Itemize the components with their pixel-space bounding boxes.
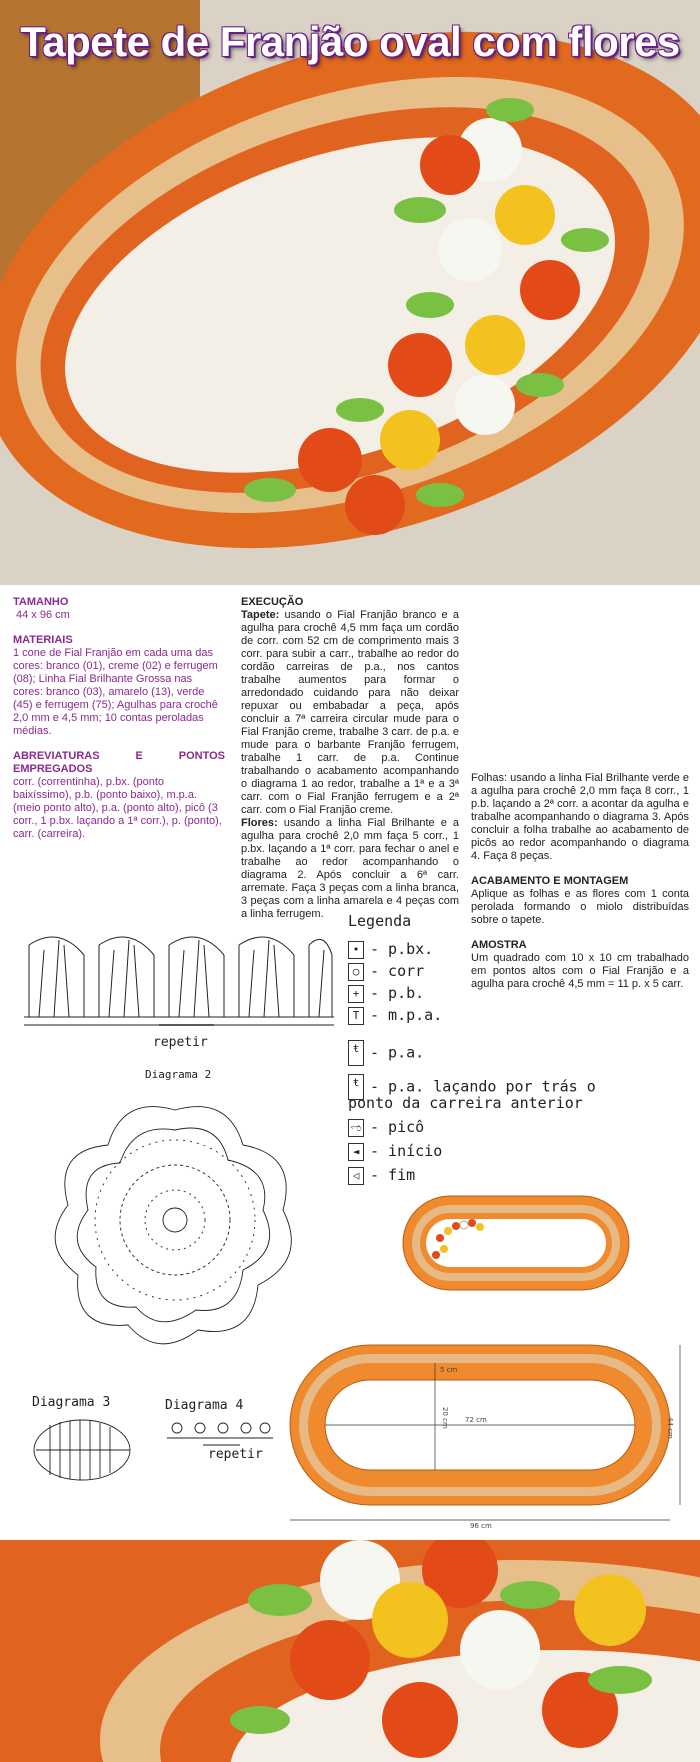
diagrama-2-label: Diagrama 2 bbox=[145, 1068, 212, 1081]
diagram-3-leaf bbox=[30, 1415, 135, 1485]
legend-item-pbx bbox=[348, 940, 433, 959]
repetir-label-4: repetir bbox=[208, 1447, 263, 1462]
legend-title: Legenda bbox=[348, 912, 412, 930]
diagram-2-flower bbox=[38, 1085, 313, 1355]
amostra-heading: AMOSTRA bbox=[471, 939, 527, 951]
back-post-icon: ŧ bbox=[348, 1074, 364, 1100]
rug-small-illustration bbox=[400, 1193, 632, 1293]
page-title: Tapete de Franjão oval com flores bbox=[20, 18, 680, 65]
legend-label: - corr bbox=[370, 962, 425, 980]
amostra-text: Um quadrado com 10 x 10 cm trabalhado em pontos altos com o Fial Franjão e a agulha para crochê 4,5 mm = 11 p. x 5 carr. bbox=[471, 952, 689, 990]
picot-icon: ಌ bbox=[348, 1119, 364, 1137]
rug-photo-illustration bbox=[0, 0, 700, 585]
flores-paragraph bbox=[241, 817, 459, 921]
legend-item-inicio bbox=[348, 1142, 442, 1161]
legend-label: - fim bbox=[370, 1166, 416, 1184]
slip-stitch-icon: • bbox=[348, 941, 364, 959]
dim-5cm: 5 cm bbox=[440, 1366, 458, 1374]
chain-icon: ○ bbox=[348, 963, 364, 981]
rug-photo-bottom-illustration bbox=[0, 1540, 700, 1762]
tamanho-value: 44 x 96 cm bbox=[16, 609, 70, 621]
legend-item-pa bbox=[348, 1040, 424, 1066]
dim-72cm: 72 cm bbox=[465, 1416, 487, 1424]
legend-item-pico bbox=[348, 1118, 424, 1137]
middle-column bbox=[241, 596, 459, 921]
left-column bbox=[13, 596, 225, 841]
legend-label: - p.bx. bbox=[370, 940, 434, 958]
tamanho-heading: TAMANHO bbox=[13, 596, 69, 608]
dim-96cm: 96 cm bbox=[470, 1522, 492, 1530]
folhas-text: Folhas: usando a linha Fial Brilhante verde e a agulha para crochê 2,0 mm faça 8 corr., 1 p.b. laçando a 2ª corr. a acontar da agulha e trabalhe acompanhando o diagrama 3. Após concluir a folha trabalhe ao acabamento de picôs ao redor acompanhando o diagrama 4. Faça 8 peças. bbox=[471, 772, 689, 862]
legend-label: - m.p.a. bbox=[370, 1006, 443, 1024]
legend-label: - picô bbox=[370, 1118, 425, 1136]
abreviaturas-text: corr. (correntinha), p.bx. (ponto baixíssimo), p.b. (ponto baixo), m.p.a. (meio ponto alto), p.a. (ponto alto), picô (3 corr., 1 p.bx. laçando a 1ª corr.), p. (ponto), carr. (carreira). bbox=[13, 776, 222, 840]
diagram-1-border bbox=[14, 925, 344, 1030]
flores-text: usando a linha Fial Brilhante e a agulha para crochê 2,0 mm faça 5 corr., 1 p.bx. laçando a 1ª corr. para fechar o anel e trabalhe ao redor acompanhando o diagrama 2. Após concluir a 6ª carr. arremate. Faça 3 peças com a linha branca, 3 peças com a linha amarela e 4 peças com a linha ferrugem. bbox=[241, 817, 459, 920]
execucao-heading: EXECUÇÃO bbox=[241, 596, 304, 608]
acabamento-text: Aplique as folhas e as flores com 1 conta perolada formando o miolo distribuídas sobre o tapete. bbox=[471, 888, 689, 926]
repetir-label-1: repetir bbox=[153, 1035, 208, 1050]
rug-photo-top bbox=[0, 0, 700, 585]
start-arrow-icon: ◄ bbox=[348, 1143, 364, 1161]
legend-label: - p.a. bbox=[370, 1043, 425, 1062]
legend-item-fim bbox=[348, 1166, 415, 1185]
rug-dimension-diagram bbox=[285, 1330, 685, 1530]
legend-label: - p.b. bbox=[370, 984, 425, 1002]
flores-label: Flores: bbox=[241, 817, 278, 829]
single-crochet-icon: + bbox=[348, 985, 364, 1003]
diagrama-3-label: Diagrama 3 bbox=[32, 1395, 111, 1410]
diagram-4-picot bbox=[165, 1418, 275, 1448]
legend-item-pb bbox=[348, 984, 424, 1003]
diagrama-4-label: Diagrama 4 bbox=[165, 1398, 244, 1413]
materiais-text: 1 cone de Fial Franjão em cada uma das cores: branco (01), creme (02) e ferrugem (08); Linha Fial Brilhante Grossa nas cores: branco (03), amarelo (13), verde (45) e ferrugem (75); Agulhas para crochê 2,0 mm e 4,5 mm; 10 contas peroladas médias. bbox=[13, 647, 218, 737]
legend-label: - início bbox=[370, 1142, 443, 1160]
dim-20cm: 20 cm bbox=[441, 1407, 449, 1429]
legend-label: - p.a. laçando por trás o bbox=[370, 1077, 596, 1096]
right-column bbox=[471, 772, 689, 991]
half-double-icon: T bbox=[348, 1007, 364, 1025]
tapete-label: Tapete: bbox=[241, 609, 280, 621]
abreviaturas-heading: ABREVIATURAS E PONTOS EMPREGADOS bbox=[13, 750, 225, 775]
tapete-paragraph bbox=[241, 609, 459, 817]
acabamento-heading: ACABAMENTO E MONTAGEM bbox=[471, 875, 629, 887]
legend-item-corr bbox=[348, 962, 424, 981]
end-arrow-icon: ◁ bbox=[348, 1167, 364, 1185]
tapete-text: usando o Fial Franjão branco e a agulha para crochê 4,5 mm faça um cordão de corr. com 52 cm de comprimento mais 3 corr. para subir a carr., trabalhe ao redor do cordão carreiras de p.a., nos cantos trabalhe aumentos para formar o arredondado cuidando para não deixar repuxar ou embabadar a peça, após concluir a 7ª carreira circular mude para o Fial Franjão creme, trabalhe 3 carr. de p.a. e mude para o barbante Franjão ferrugem, trabalhe 1 carr. de p.a. Continue trabalhando o acabamento acompanhando o diagrama 1 ao redor, trabalhe a 1ª e a 3ª carr. com o Fial Franjão ferrugem e a 2ª carr. com o Fial Franjão creme. bbox=[241, 609, 459, 816]
legend-item-mpa bbox=[348, 1006, 442, 1025]
legend-item-pa-back-cont: ponto da carreira anterior bbox=[348, 1094, 583, 1112]
rug-photo-bottom bbox=[0, 1540, 700, 1762]
materiais-heading: MATERIAIS bbox=[13, 634, 73, 646]
double-crochet-icon: ŧ bbox=[348, 1040, 364, 1066]
dim-44cm: 44 cm bbox=[666, 1417, 674, 1439]
